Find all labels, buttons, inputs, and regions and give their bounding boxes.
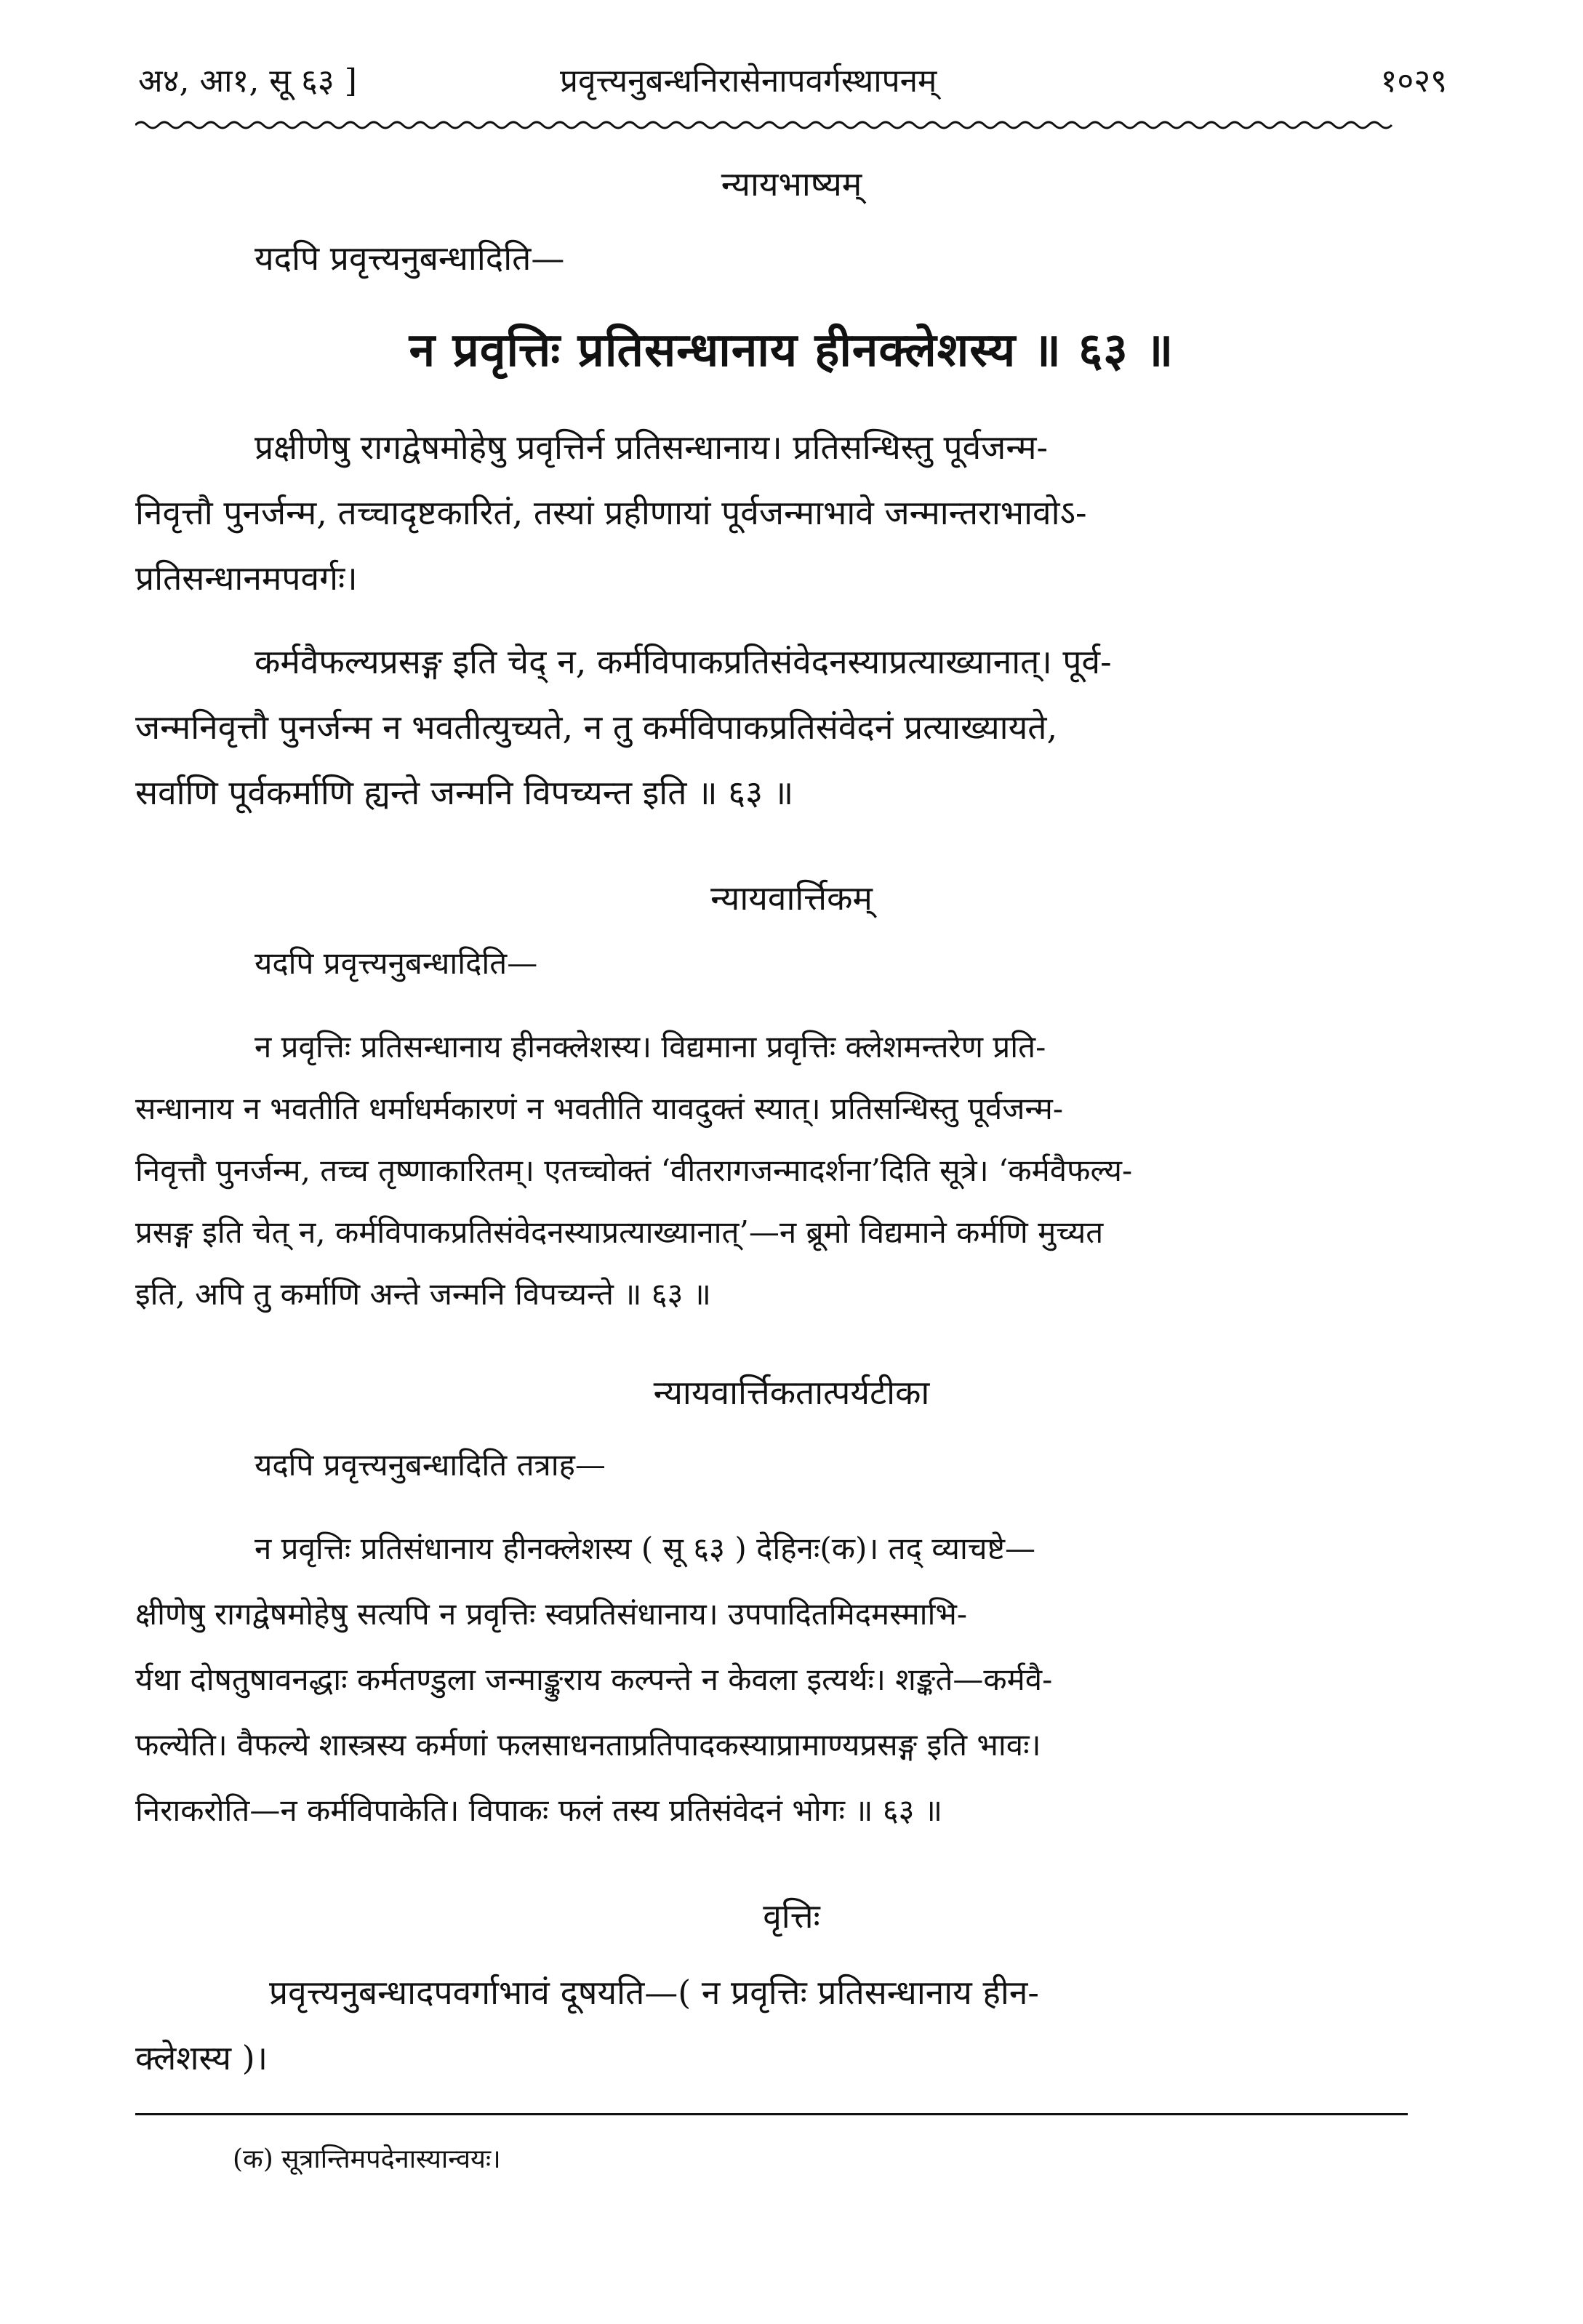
bhashya-line: निवृत्तौ पुनर्जन्म, तच्चादृष्टकारितं, तस्यां प्रहीणायां पूर्वजन्माभावे जन्मान्तराभावोऽ- (135, 493, 1087, 532)
section-title-bhashya: न्यायभाष्यम् (721, 164, 862, 204)
sutra-heading: न प्रवृत्तिः प्रतिसन्धानाय हीनक्लेशस्य ॥ ६३ ॥ (409, 323, 1174, 377)
bhashya-line: सर्वाणि पूर्वकर्माणि ह्यन्ते जन्मनि विपच्यन्त इति ॥ ६३ ॥ (135, 773, 794, 812)
varttika-line: न प्रवृत्तिः प्रतिसन्धानाय हीनक्लेशस्य। विद्यमाना प्रवृत्तिः क्लेशमन्तरेण प्रति- (255, 1029, 1046, 1065)
tika-intro: यदपि प्रवृत्त्यनुबन्धादिति तत्राह— (255, 1447, 606, 1483)
page-number: १०२९ (1380, 63, 1447, 100)
footnote-rule (135, 2113, 1408, 2115)
section-title-tika: न्यायवार्त्तिकतात्पर्यटीका (653, 1373, 930, 1412)
tika-line: फल्येति। वैफल्ये शास्त्रस्य कर्मणां फलसाधनताप्रतिपादकस्याप्रामाण्यप्रसङ्ग इति भावः। (135, 1727, 1041, 1763)
tika-line: क्षीणेषु रागद्वेषमोहेषु सत्यपि न प्रवृत्तिः स्वप्रतिसंधानाय। उपपादितमिदमस्माभि- (135, 1596, 968, 1632)
chapter-reference: अ४, आ१, सू ६३ ] (138, 63, 357, 100)
varttika-intro: यदपि प्रवृत्त्यनुबन्धादिति— (255, 945, 538, 981)
tika-line: न प्रवृत्तिः प्रतिसंधानाय हीनक्लेशस्य ( सू ६३ ) देहिनः(क)। तद् व्याचष्टे— (255, 1531, 1036, 1566)
running-title: प्रवृत्त्यनुबन्धनिरासेनापवर्गस्थापनम् (560, 63, 937, 100)
wavy-header-rule (135, 116, 1453, 134)
footnote: (क) सूत्रान्तिमपदेनास्यान्वयः। (233, 2144, 501, 2174)
vritti-line: क्लेशस्य )। (135, 2038, 268, 2077)
varttika-line: निवृत्तौ पुनर्जन्म, तच्च तृष्णाकारितम्। एतच्चोक्तं ‘वीतरागजन्मादर्शना’दिति सूत्रे। ‘कर्मवैफल्य- (135, 1153, 1133, 1188)
bhashya-line: जन्मनिवृत्तौ पुनर्जन्म न भवतीत्युच्यते, न तु कर्मविपाकप्रतिसंवेदनं प्रत्याख्यायते, (135, 708, 1058, 747)
bhashya-intro: यदपि प्रवृत्त्यनुबन्धादिति— (255, 239, 565, 278)
vritti-line: प्रवृत्त्यनुबन्धादपवर्गाभावं दूषयति—( न प्रवृत्तिः प्रतिसन्धानाय हीन- (269, 1973, 1039, 2012)
running-head (138, 52, 1447, 111)
varttika-line: इति, अपि तु कर्माणि अन्ते जन्मनि विपच्यन्ते ॥ ६३ ॥ (135, 1276, 711, 1312)
tika-line: र्यथा दोषतुषावनद्धाः कर्मतण्डुला जन्माङ्कुराय कल्पन्ते न केवला इत्यर्थः। शङ्कते—कर्मवै- (135, 1662, 1053, 1697)
varttika-line: सन्धानाय न भवतीति धर्माधर्मकारणं न भवतीति यावदुक्तं स्यात्। प्रतिसन्धिस्तु पूर्वजन्म- (135, 1091, 1064, 1126)
tika-line: निराकरोति—न कर्मविपाकेति। विपाकः फलं तस्य प्रतिसंवेदनं भोगः ॥ ६३ ॥ (135, 1792, 942, 1828)
bhashya-line: प्रक्षीणेषु रागद्वेषमोहेषु प्रवृत्तिर्न प्रतिसन्धानाय। प्रतिसन्धिस्तु पूर्वजन्म- (255, 428, 1048, 467)
bhashya-line: कर्मवैफल्यप्रसङ्ग इति चेद् न, कर्मविपाकप्रतिसंवेदनस्याप्रत्याख्यानात्। पूर्व- (255, 642, 1112, 681)
varttika-line: प्रसङ्ग इति चेत् न, कर्मविपाकप्रतिसंवेदनस्याप्रत्याख्यानात्’—न ब्रूमो विद्यमाने कर्मणि मुच्यत (135, 1214, 1104, 1250)
section-title-vritti: वृत्तिः (763, 1896, 820, 1936)
bhashya-line: प्रतिसन्धानमपवर्गः। (135, 558, 358, 598)
section-title-varttika: न्यायवार्त्तिकम् (710, 878, 873, 918)
